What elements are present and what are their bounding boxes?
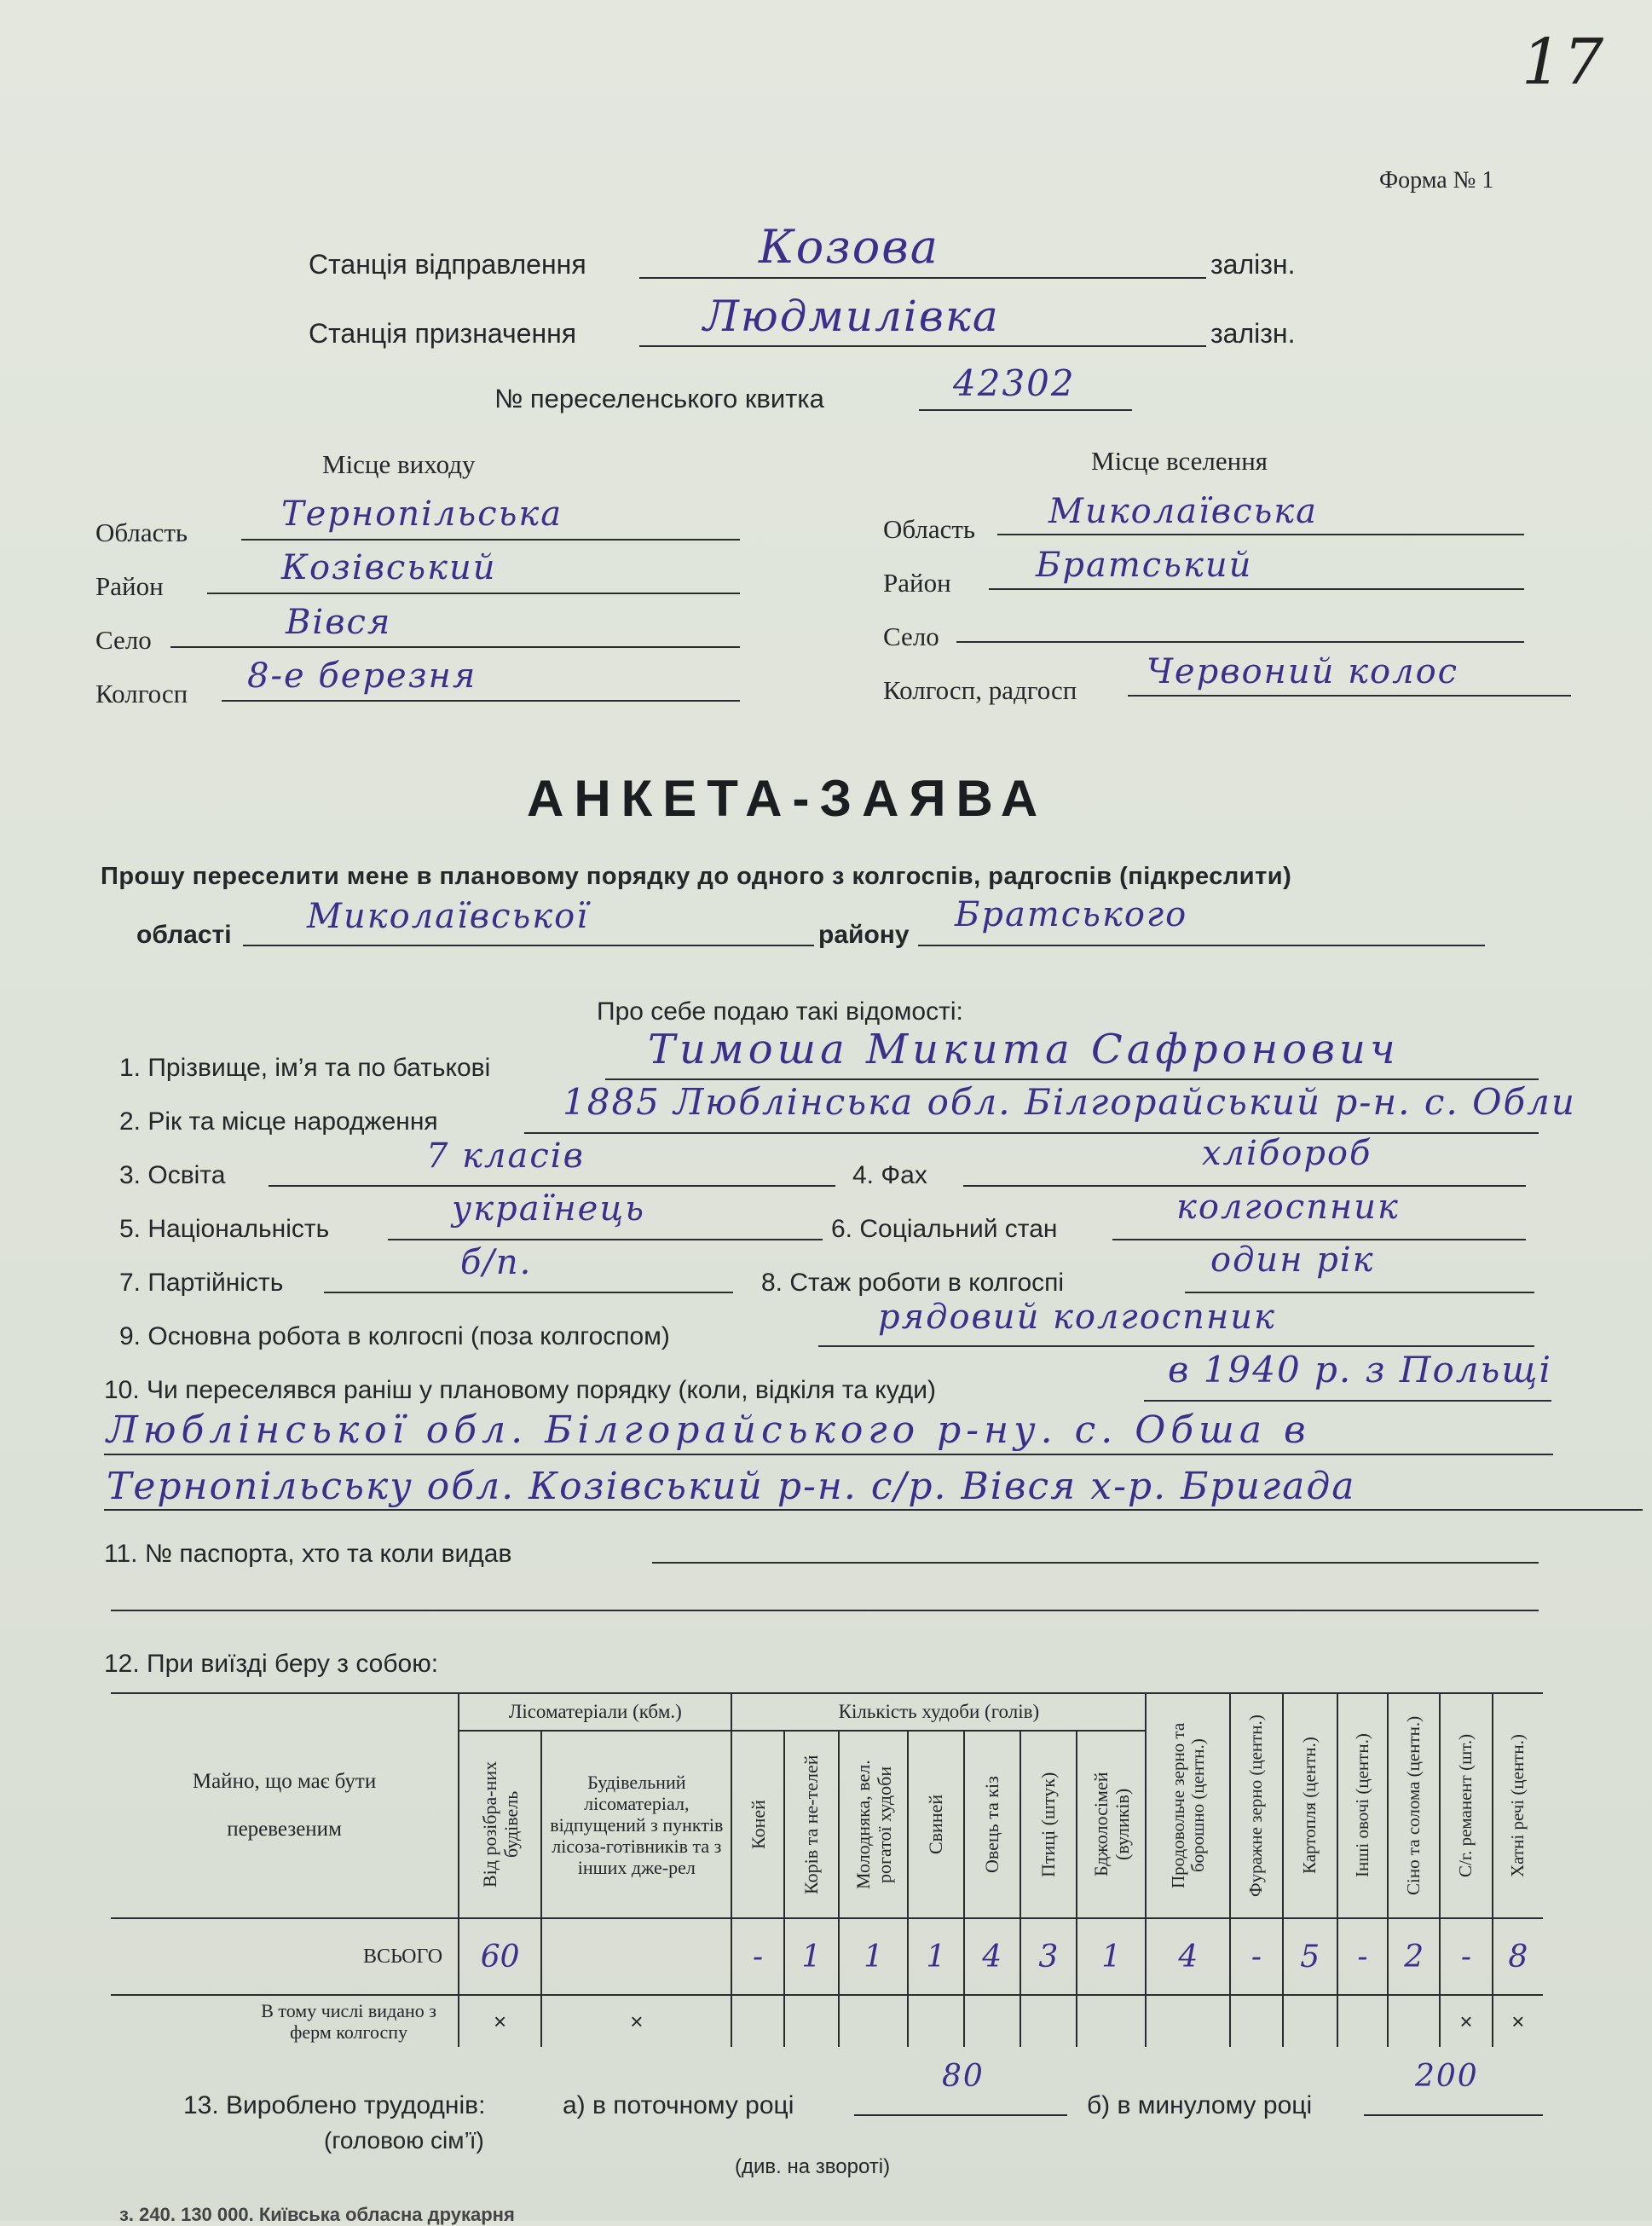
row-farm-label: В тому числі видано з ферм колгоспу <box>261 2000 436 2043</box>
col-young-cattle: Молодняка, вел. рогатої худоби <box>839 1731 908 1918</box>
field-1-value: Тимоша Микита Сафронович <box>648 1026 1400 1073</box>
total-poultry: 3 <box>1038 1939 1059 1974</box>
field-8-line <box>1185 1292 1534 1293</box>
total-potatoes: 5 <box>1300 1939 1320 1974</box>
total-hay: 2 <box>1404 1939 1424 1974</box>
total-beehives: 1 <box>1101 1939 1122 1974</box>
destination-raion-line <box>989 588 1524 590</box>
field-3-line <box>269 1185 835 1187</box>
destination-raion-value: Братський <box>1036 546 1253 585</box>
col-horses: Коней <box>731 1731 783 1918</box>
col-farm-tools: С/г. реманент (шт.) <box>1440 1693 1492 1918</box>
field-5-line <box>388 1239 823 1240</box>
origin-kolhosp-line <box>222 700 740 702</box>
destination-station-value: Людмилівка <box>703 292 1000 341</box>
field-7-line <box>324 1292 733 1293</box>
origin-oblast-label: Область <box>95 517 188 547</box>
destination-selo-label: Село <box>883 622 939 651</box>
request-raion-label: району <box>818 921 910 949</box>
destination-oblast-line <box>997 534 1524 535</box>
workdays-label: 13. Вироблено трудоднів: <box>183 2091 486 2119</box>
origin-kolhosp-label: Колгосп <box>95 679 188 708</box>
field-1-line <box>605 1078 1539 1080</box>
destination-raion-label: Район <box>883 568 951 598</box>
field-2-label: 2. Рік та місце народження <box>119 1107 438 1136</box>
col-household-items: Хатні речі (центн.) <box>1493 1693 1543 1918</box>
departure-station-line <box>639 277 1206 279</box>
total-cows: 1 <box>801 1939 822 1974</box>
request-oblast-label: області <box>136 921 232 949</box>
col-cows: Корів та не-телей <box>784 1731 839 1918</box>
col-pigs: Свиней <box>908 1731 963 1918</box>
workdays-current-label: а) в поточному році <box>563 2091 794 2119</box>
field-12-label: 12. При виїзді беру з собою: <box>104 1650 439 1678</box>
total-other-veg: - <box>1357 1939 1368 1974</box>
destination-heading: Місце вселення <box>1091 446 1268 476</box>
workdays-current-line <box>854 2114 1067 2116</box>
col-sheep-goats: Овець та кіз <box>964 1731 1020 1918</box>
field-9-line <box>818 1345 1534 1347</box>
destination-station-suffix: залізн. <box>1210 318 1296 349</box>
field-10-value-1: в 1940 р. з Польщі <box>1168 1349 1552 1391</box>
field-6-label: 6. Соціальний стан <box>831 1215 1058 1243</box>
destination-kolhosp-line <box>1128 695 1571 697</box>
field-1-label: 1. Прізвище, ім’я та по батькові <box>119 1054 491 1082</box>
destination-oblast-value: Миколаївська <box>1048 492 1318 531</box>
request-oblast-line <box>243 945 814 946</box>
table-row-farm <box>111 1995 1543 2047</box>
info-heading: Про себе подаю такі відомості: <box>597 997 963 1026</box>
departure-station-value: Козова <box>759 220 939 274</box>
col-hay-straw: Сіно та солома (центн.) <box>1388 1693 1440 1918</box>
field-11-label: 11. № паспорта, хто та коли видав <box>104 1540 512 1568</box>
field-7-value: б/п. <box>460 1243 533 1282</box>
field-9-value: рядовий колгоспник <box>878 1298 1276 1337</box>
request-raion-line <box>918 945 1485 946</box>
total-horses: - <box>753 1939 764 1974</box>
destination-station-label: Станція призначення <box>309 318 577 349</box>
col-potatoes: Картопля (центн.) <box>1283 1693 1337 1918</box>
field-11-line-2 <box>111 1610 1539 1611</box>
col-dismantled-buildings: Від розібра-них будівель <box>459 1731 541 1918</box>
col-food-grain: Продовольче зерно та борошно (центн.) <box>1146 1693 1230 1918</box>
cattle-group-header: Кількість худоби (голів) <box>731 1693 1146 1731</box>
farm-dismantled: × <box>494 2008 507 2034</box>
field-8-value: один рік <box>1210 1240 1375 1280</box>
departure-station-suffix: залізн. <box>1210 249 1296 280</box>
origin-raion-line <box>207 593 740 594</box>
field-8-label: 8. Стаж роботи в колгоспі <box>761 1269 1065 1297</box>
field-2-value: 1885 Люблінська обл. Білгорайський р-н. с. Обли <box>563 1081 1576 1123</box>
farm-household: × <box>1511 2008 1525 2034</box>
origin-raion-label: Район <box>95 571 164 601</box>
origin-selo-label: Село <box>95 625 152 655</box>
printer-line: з. 240. 130 000. Київська обласна друкарня <box>119 2204 515 2225</box>
total-feed-grain: - <box>1251 1939 1262 1974</box>
origin-oblast-value: Тернопільська <box>281 494 563 534</box>
destination-oblast-label: Область <box>883 514 976 544</box>
total-household: 8 <box>1508 1939 1528 1974</box>
col-feed-grain: Фуражне зерно (центн.) <box>1230 1693 1282 1918</box>
departure-station-label: Станція відправлення <box>309 249 586 280</box>
ticket-line <box>919 409 1132 411</box>
destination-kolhosp-value: Червоний колос <box>1147 652 1459 691</box>
request-text: Прошу переселити мене в плановому порядку до одного з колгоспів, радгоспів (підкреслити) <box>101 863 1292 890</box>
document-title: АНКЕТА-ЗАЯВА <box>527 770 1048 827</box>
belongings-table <box>111 1692 1543 2047</box>
field-10-value-2: Люблінської обл. Білгорайського р-ну. с. Обша в <box>107 1408 1311 1452</box>
field-11-line-1 <box>652 1562 1539 1564</box>
total-young-cattle: 1 <box>864 1939 884 1974</box>
request-oblast-value: Миколаївської <box>307 897 590 936</box>
table-row-total <box>111 1918 1543 1995</box>
field-10-value-3: Тернопільську обл. Козівський р-н. с/р. Вівся х-р. Бригада <box>107 1465 1356 1508</box>
field-9-label: 9. Основна робота в колгоспі (поза колгоспом) <box>119 1322 670 1350</box>
origin-selo-value: Вівся <box>286 603 392 642</box>
farm-lumber: × <box>630 2008 644 2034</box>
field-5-value: українець <box>452 1189 646 1229</box>
destination-station-line <box>639 345 1206 347</box>
field-5-label: 5. Національність <box>119 1215 330 1243</box>
field-6-value: колгоспник <box>1176 1188 1400 1227</box>
total-food-grain: 4 <box>1178 1939 1199 1974</box>
field-10-line-1 <box>1144 1400 1551 1402</box>
lumber-group-header: Лісоматеріали (кбм.) <box>459 1693 731 1731</box>
ticket-label: № переселенського квитка <box>494 384 824 413</box>
origin-oblast-line <box>241 539 740 541</box>
field-4-label: 4. Фах <box>852 1161 927 1189</box>
col-building-lumber: Будівельний лісоматеріал, відпущений з пунктів лісоза-готівників та з інших дже-рел <box>541 1731 731 1918</box>
ticket-value: 42302 <box>953 362 1076 404</box>
destination-selo-line <box>956 641 1524 643</box>
total-sheep: 4 <box>982 1939 1002 1974</box>
origin-raion-value: Козівський <box>281 548 497 587</box>
field-10-line-2 <box>104 1454 1553 1455</box>
field-2-line <box>524 1132 1539 1134</box>
destination-kolhosp-label: Колгосп, радгосп <box>883 675 1077 705</box>
field-3-value: 7 класів <box>426 1136 585 1176</box>
field-10-line-3 <box>104 1509 1643 1511</box>
request-raion-value: Братського <box>955 895 1188 934</box>
workdays-current-value: 80 <box>942 2059 985 2094</box>
workdays-previous-label: б) в минулому році <box>1087 2091 1313 2119</box>
field-7-label: 7. Партійність <box>119 1269 284 1297</box>
row-total-label: ВСЬОГО <box>362 1946 443 1968</box>
field-4-value: хлібороб <box>1202 1134 1372 1173</box>
col-poultry: Птиці (штук) <box>1020 1731 1077 1918</box>
origin-heading: Місце виходу <box>322 449 476 479</box>
origin-selo-line <box>170 646 740 648</box>
total-pigs: 1 <box>926 1939 946 1974</box>
workdays-previous-line <box>1364 2114 1543 2116</box>
col-other-vegetables: Інші овочі (центн.) <box>1337 1693 1388 1918</box>
page-number: 17 <box>1522 26 1606 99</box>
field-3-label: 3. Освіта <box>119 1161 226 1189</box>
total-tools: - <box>1460 1939 1472 1974</box>
farm-tools: × <box>1459 2008 1473 2034</box>
col-beehives: Бджолосімей (вуликів) <box>1077 1731 1146 1918</box>
form-number: Форма № 1 <box>1379 167 1494 194</box>
see-reverse-note: (див. на звороті) <box>735 2155 891 2178</box>
field-10-label: 10. Чи переселявся раніш у плановому порядку (коли, відкіля та куди) <box>104 1376 937 1404</box>
origin-kolhosp-value: 8-е березня <box>247 656 477 696</box>
property-header: Майно, що має бути перевезеним <box>111 1693 459 1918</box>
total-dismantled: 60 <box>480 1939 520 1974</box>
workdays-previous-value: 200 <box>1415 2059 1479 2094</box>
workdays-sub-label: (головою сім’ї) <box>324 2127 484 2154</box>
field-4-line <box>963 1185 1526 1187</box>
